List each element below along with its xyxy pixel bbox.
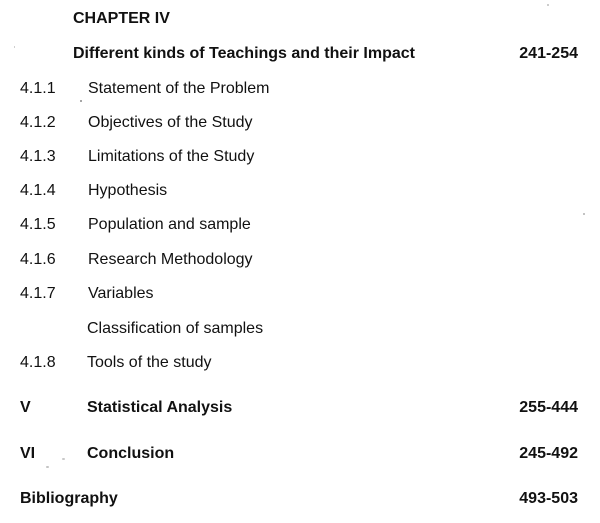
- scan-speck: [583, 213, 585, 215]
- section-title: Variables: [88, 285, 154, 302]
- section-number: 4.1.6: [20, 251, 56, 268]
- chapter-number: V: [20, 399, 31, 416]
- chapter-pages: 255-444: [519, 399, 578, 416]
- section-title: Research Methodology: [88, 251, 253, 268]
- section-number: 4.1.2: [20, 114, 56, 131]
- bibliography-pages: 493-503: [519, 490, 578, 507]
- section-number: 4.1.7: [20, 285, 56, 302]
- section-number: 4.1.5: [20, 216, 56, 233]
- chapter-pages: 241-254: [519, 45, 578, 62]
- chapter-pages: 245-492: [519, 445, 578, 462]
- chapter-title: Statistical Analysis: [87, 399, 233, 416]
- section-number: 4.1.4: [20, 182, 56, 199]
- scan-speck: [62, 458, 65, 460]
- section-title: Hypothesis: [88, 182, 168, 199]
- section-title: Population and sample: [88, 216, 251, 233]
- section-title: Tools of the study: [87, 354, 212, 371]
- scan-speck: [547, 4, 549, 6]
- chapter-title: Conclusion: [87, 445, 175, 462]
- scan-speck: [14, 46, 15, 48]
- chapter-title: Different kinds of Teachings and their Impact: [73, 45, 415, 62]
- section-number: 4.1.1: [20, 80, 56, 97]
- chapter-heading: CHAPTER IV: [73, 10, 170, 27]
- section-number: 4.1.8: [20, 354, 56, 371]
- scan-speck: [46, 466, 49, 468]
- section-title: Statement of the Problem: [88, 80, 270, 97]
- scan-speck: [80, 100, 82, 102]
- section-title: Classification of samples: [87, 320, 264, 337]
- section-number: 4.1.3: [20, 148, 56, 165]
- bibliography-title: Bibliography: [20, 490, 118, 507]
- section-title: Objectives of the Study: [88, 114, 253, 131]
- section-title: Limitations of the Study: [88, 148, 255, 165]
- chapter-number: VI: [20, 445, 36, 462]
